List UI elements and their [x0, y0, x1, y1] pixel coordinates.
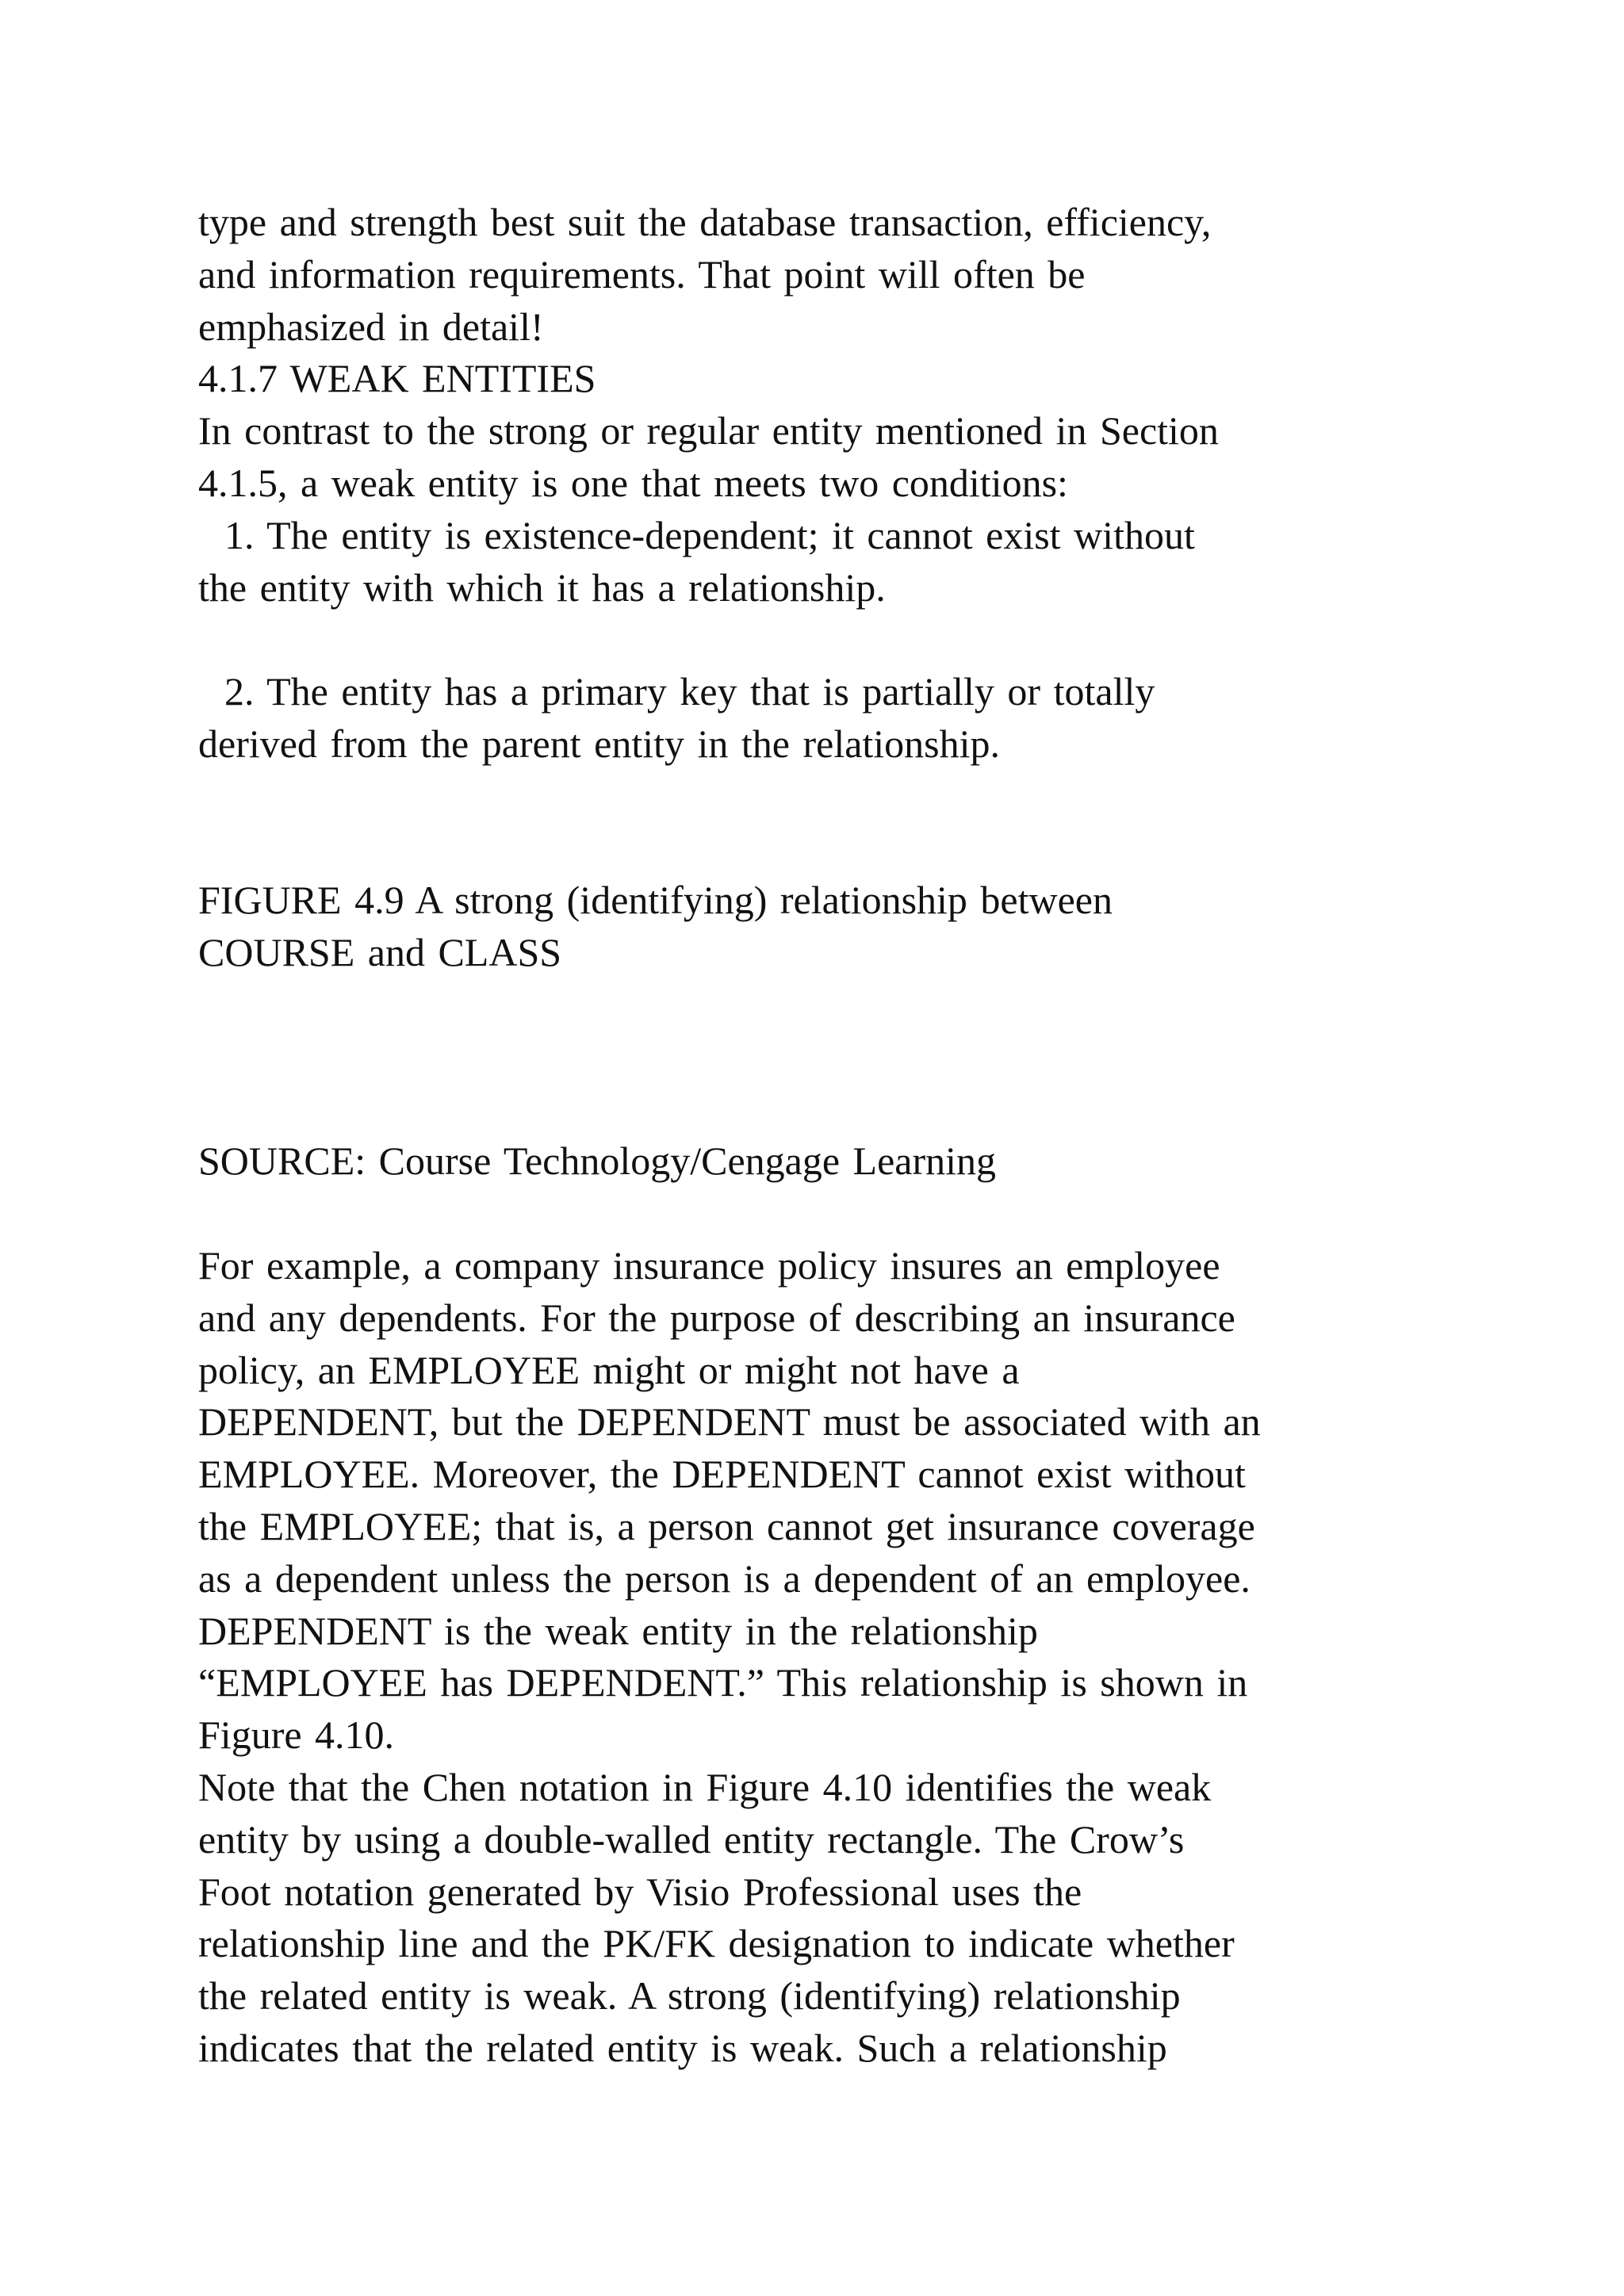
text-line: policy, an EMPLOYEE might or might not have a [198, 1347, 1020, 1392]
text-line: Foot notation generated by Visio Professional uses the [198, 1869, 1082, 1914]
condition-item-1 [198, 510, 1467, 614]
notation-paragraph [198, 1762, 1467, 2075]
text-line: 4.1.5, a weak entity is one that meets two conditions: [198, 460, 1068, 505]
text-line: entity by using a double-walled entity rectangle. The Crow’s [198, 1816, 1185, 1862]
text-line: and any dependents. For the purpose of describing an insurance [198, 1295, 1235, 1340]
condition-item-2 [198, 666, 1467, 771]
text-line: type and strength best suit the database transaction, efficiency, [198, 200, 1212, 244]
intro-paragraph [198, 197, 1467, 353]
text-line: relationship line and the PK/FK designation to indicate whether [198, 1921, 1235, 1966]
section-intro-paragraph [198, 405, 1467, 510]
text-line: Note that the Chen notation in Figure 4.10 identifies the weak [198, 1764, 1212, 1809]
text-line: the EMPLOYEE; that is, a person cannot get insurance coverage [198, 1503, 1255, 1548]
text-line: the entity with which it has a relationship. [198, 564, 886, 610]
text-line: EMPLOYEE. Moreover, the DEPENDENT cannot exist without [198, 1452, 1246, 1497]
blank-line [198, 614, 1467, 666]
figure-caption [198, 874, 1467, 979]
text-line: 1. The entity is existence-dependent; it cannot exist without [198, 512, 1195, 557]
text-line: derived from the parent entity in the relationship. [198, 721, 1001, 766]
blank-lines [198, 771, 1467, 875]
text-line: DEPENDENT, but the DEPENDENT must be associated with an [198, 1399, 1261, 1445]
text-line: In contrast to the strong or regular entity mentioned in Section [198, 408, 1219, 453]
text-line: emphasized in detail! [198, 304, 544, 349]
text-line: For example, a company insurance policy insures an employee [198, 1242, 1220, 1288]
document-page [198, 197, 1467, 2075]
text-line: DEPENDENT is the weak entity in the relationship [198, 1608, 1038, 1653]
text-line: Figure 4.10. [198, 1712, 395, 1758]
text-line: FIGURE 4.9 A strong (identifying) relationship between [198, 878, 1113, 923]
text-line: “EMPLOYEE has DEPENDENT.” This relationship is shown in [198, 1660, 1248, 1705]
text-line: 2. The entity has a primary key that is partially or totally [198, 669, 1155, 714]
employee-dependent-paragraph [198, 1240, 1467, 1762]
blank-line [198, 1188, 1467, 1240]
section-heading: 4.1.7 WEAK ENTITIES [198, 356, 596, 401]
figure-placeholder [198, 979, 1467, 1135]
text-line: COURSE and CLASS [198, 930, 562, 975]
text-line: and information requirements. That point will often be [198, 251, 1086, 297]
figure-source: SOURCE: Course Technology/Cengage Learning [198, 1138, 997, 1184]
text-line: indicates that the related entity is weak. Such a relationship [198, 2025, 1167, 2070]
text-line: as a dependent unless the person is a dependent of an employee. [198, 1556, 1251, 1601]
text-line: the related entity is weak. A strong (identifying) relationship [198, 1973, 1181, 2019]
